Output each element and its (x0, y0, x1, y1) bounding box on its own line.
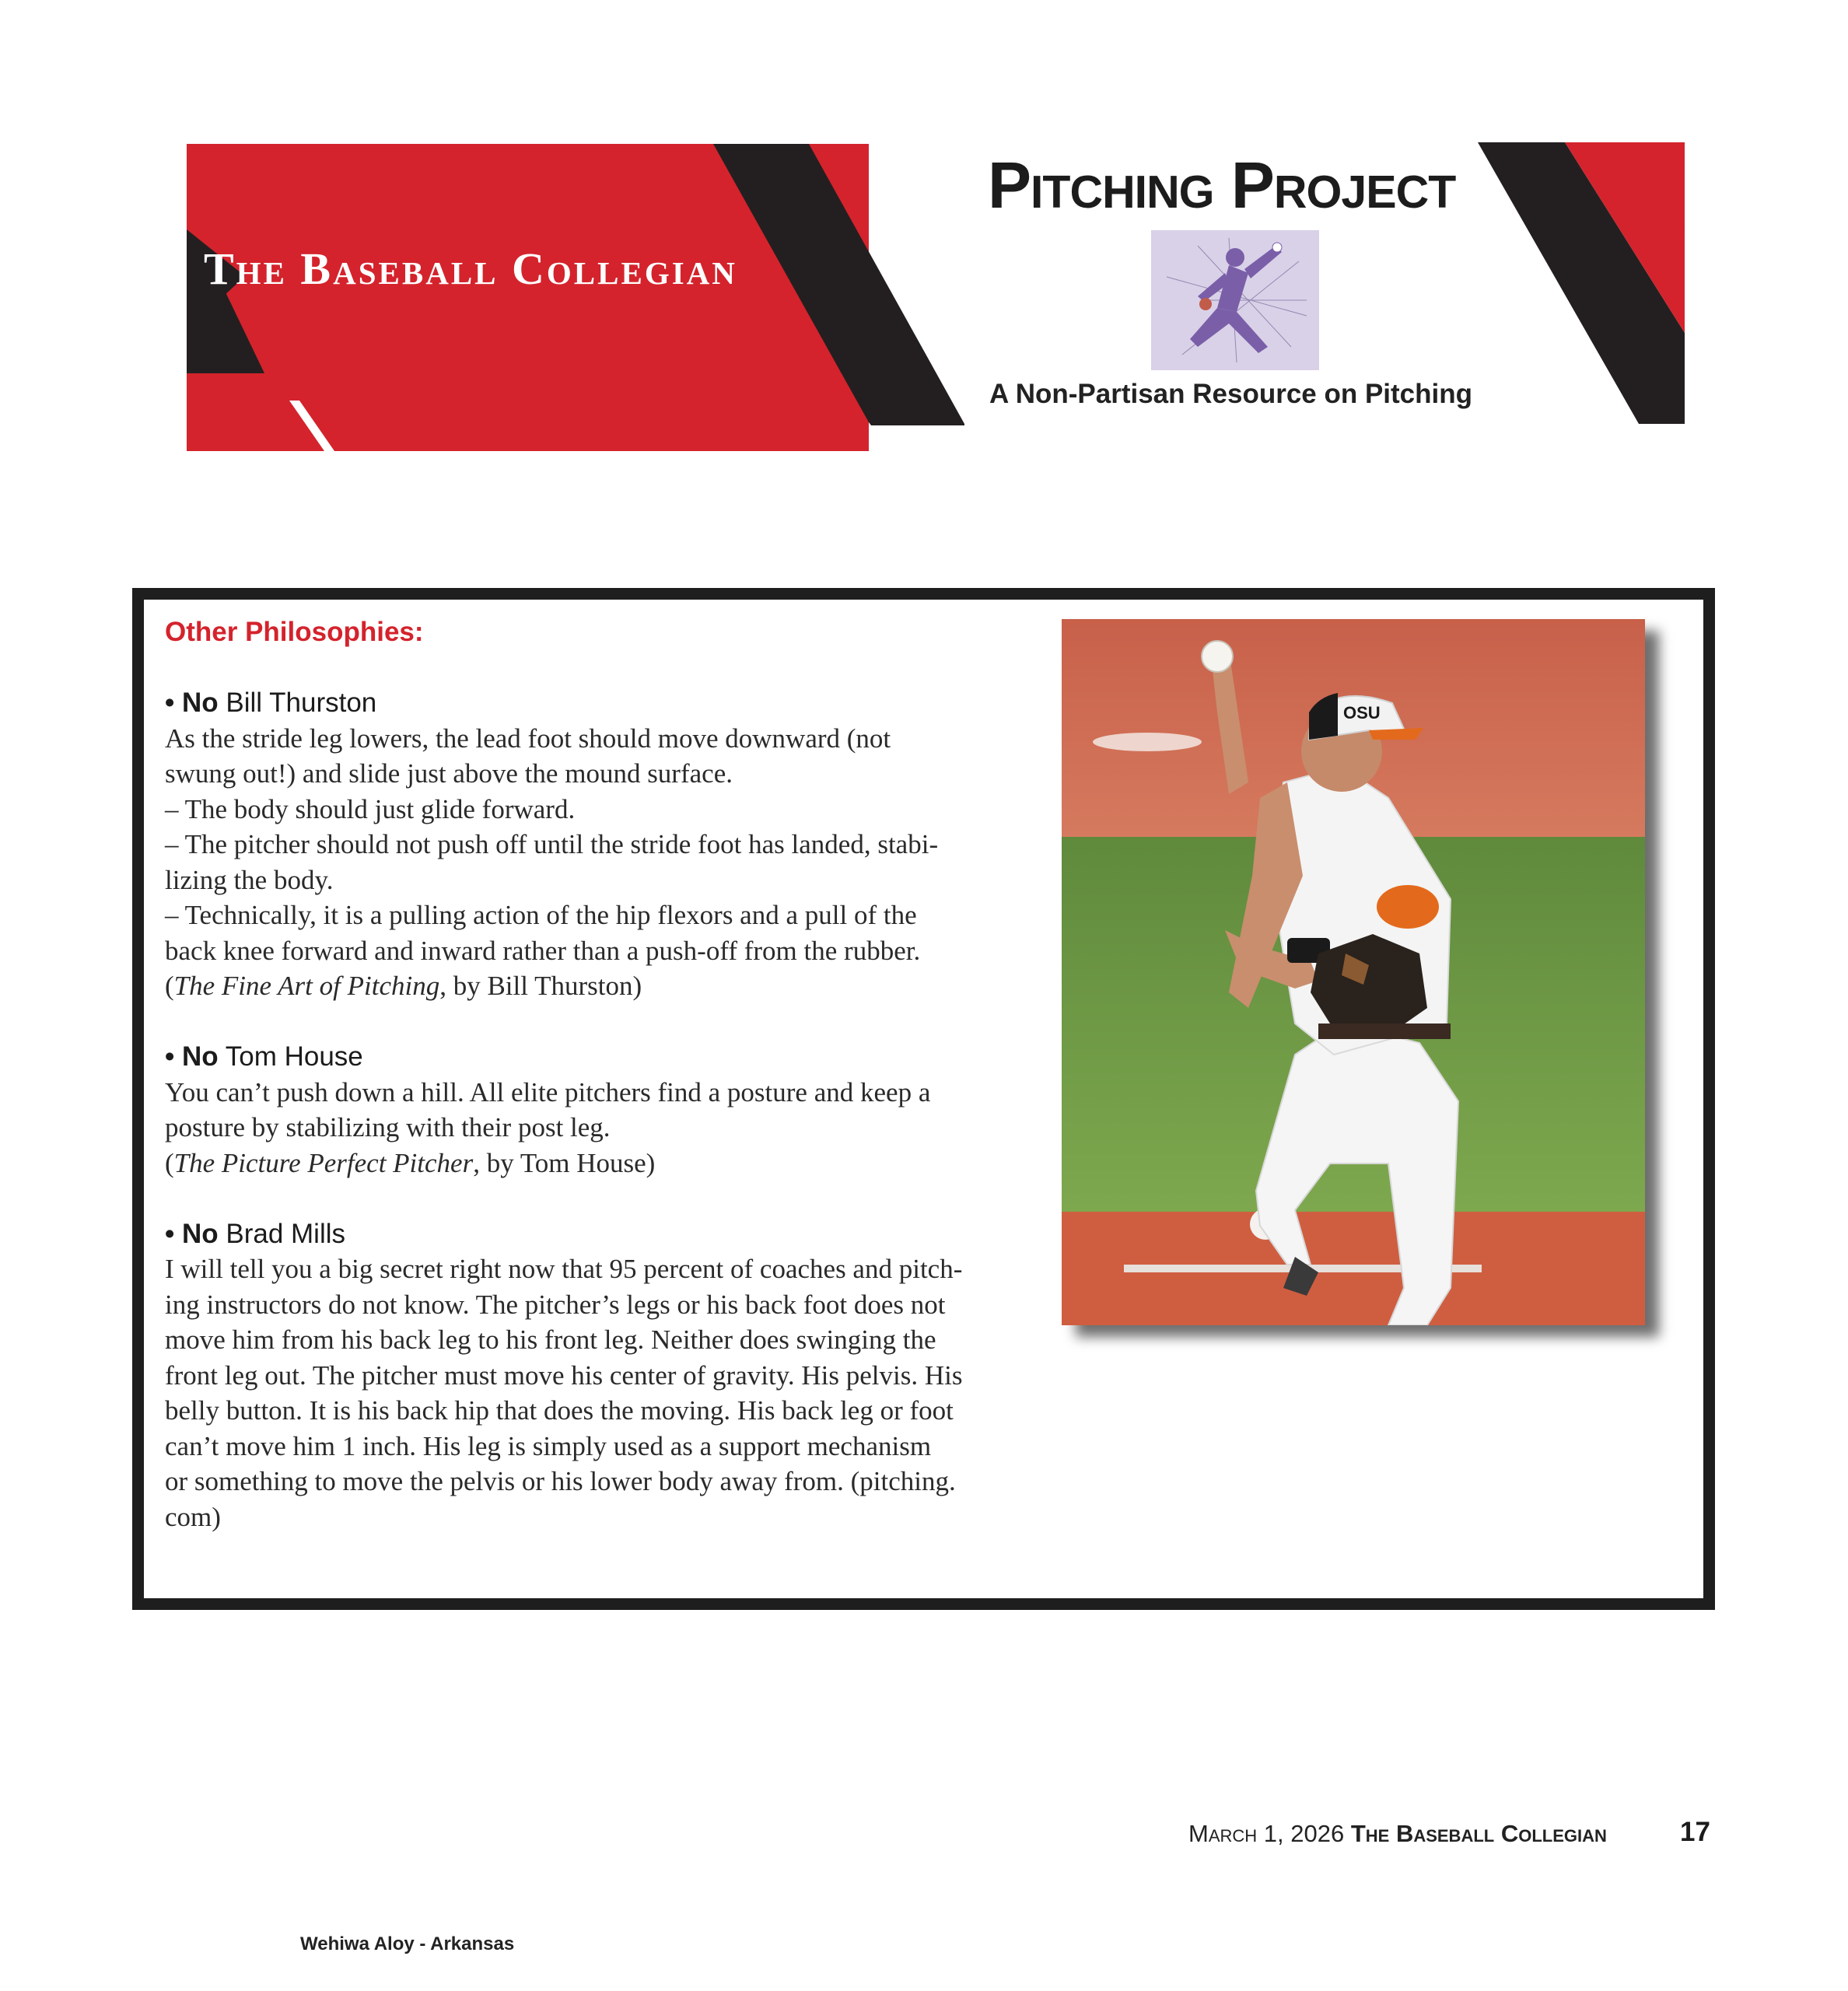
entry-line: front leg out. The pitcher must move his center of gravity. His pelvis. His (165, 1359, 963, 1391)
entry-label: • No (165, 1041, 219, 1072)
entry-line: can’t move him 1 inch. His leg is simply used as a support mechanism (165, 1430, 932, 1461)
entry-heading (165, 685, 1036, 721)
entry-line: swung out!) and slide just above the mound surface. (165, 758, 733, 789)
jersey-logo (1377, 885, 1439, 929)
philosophy-entry-mills (165, 1216, 1036, 1535)
citation-rest: , by Tom House) (473, 1147, 656, 1178)
entry-line: lizing the body. (165, 864, 334, 895)
entry-line: – Technically, it is a pulling action of the hip flexors and a pull of the (165, 900, 917, 930)
entry-heading (165, 1216, 1036, 1252)
entry-line: belly button. It is his back hip that does the moving. His back leg or foot (165, 1395, 954, 1426)
entry-line: ing instructors do not know. The pitcher’s legs or his back foot does not (165, 1289, 946, 1320)
page-number: 17 (1680, 1817, 1710, 1847)
entry-line: I will tell you a big secret right now that 95 percent of coaches and pitch- (165, 1254, 963, 1284)
entry-citation (165, 1146, 1036, 1181)
baseball (1202, 641, 1233, 672)
philosophy-entry-thurston (165, 685, 1036, 1004)
banner-right-decoration (1478, 142, 1685, 424)
entry-line: posture by stabilizing with their post leg. (165, 1112, 611, 1142)
entry-line: As the stride leg lowers, the lead foot should move downward (not (165, 723, 891, 754)
masthead-title: The Baseball Collegian (204, 243, 737, 294)
belt (1318, 1023, 1451, 1039)
masthead-banner (187, 144, 964, 451)
citation-title: The Fine Art of Pitching (173, 971, 440, 1001)
section-heading: Other Philosophies: (165, 617, 424, 647)
cap-logo-text: OSU (1343, 703, 1381, 723)
entry-author: Brad Mills (226, 1218, 346, 1249)
photo-credit: Wehiwa Aloy - Arkansas (300, 1933, 515, 1954)
entry-line: – The body should just glide forward. (165, 793, 576, 824)
entry-heading (165, 1039, 1036, 1075)
entry-line: com) (165, 1501, 221, 1532)
entry-author: Bill Thurston (226, 688, 377, 718)
citation-paren: ( (165, 1147, 174, 1178)
entry-line: or something to move the pelvis or his lower body away from. (pitching. (165, 1466, 956, 1496)
entry-label: • No (165, 688, 219, 718)
page-title: Pitching Project (988, 149, 1456, 222)
pitcher-silhouette-icon (1151, 230, 1319, 370)
footer-publication: The Baseball Collegian (1350, 1820, 1607, 1847)
running-footer (1188, 1820, 1607, 1848)
entry-line: move him from his back leg to his front leg. Neither does swinging the (165, 1324, 936, 1355)
citation-title: The Picture Perfect Pitcher (173, 1147, 474, 1178)
background-base (1093, 733, 1202, 751)
article-text (165, 614, 1036, 1570)
entry-author: Tom House (225, 1041, 363, 1072)
project-tagline: A Non-Partisan Resource on Pitching (989, 379, 1473, 409)
entry-line: – The pitcher should not push off until the stride foot has landed, stabi- (165, 829, 939, 859)
entry-line: You can’t push down a hill. All elite pitchers find a posture and keep a (165, 1076, 931, 1107)
entry-line: back knee forward and inward rather than a push-off from the rubber. (165, 935, 921, 966)
entry-label: • No (165, 1218, 219, 1249)
citation-rest: , by Bill Thurston) (439, 971, 642, 1001)
pitcher-photo (1062, 619, 1645, 1325)
philosophy-entry-house (165, 1039, 1036, 1181)
entry-citation (165, 968, 1036, 1004)
issue-date: March 1, 2026 (1188, 1820, 1345, 1847)
citation-paren: ( (165, 971, 174, 1001)
